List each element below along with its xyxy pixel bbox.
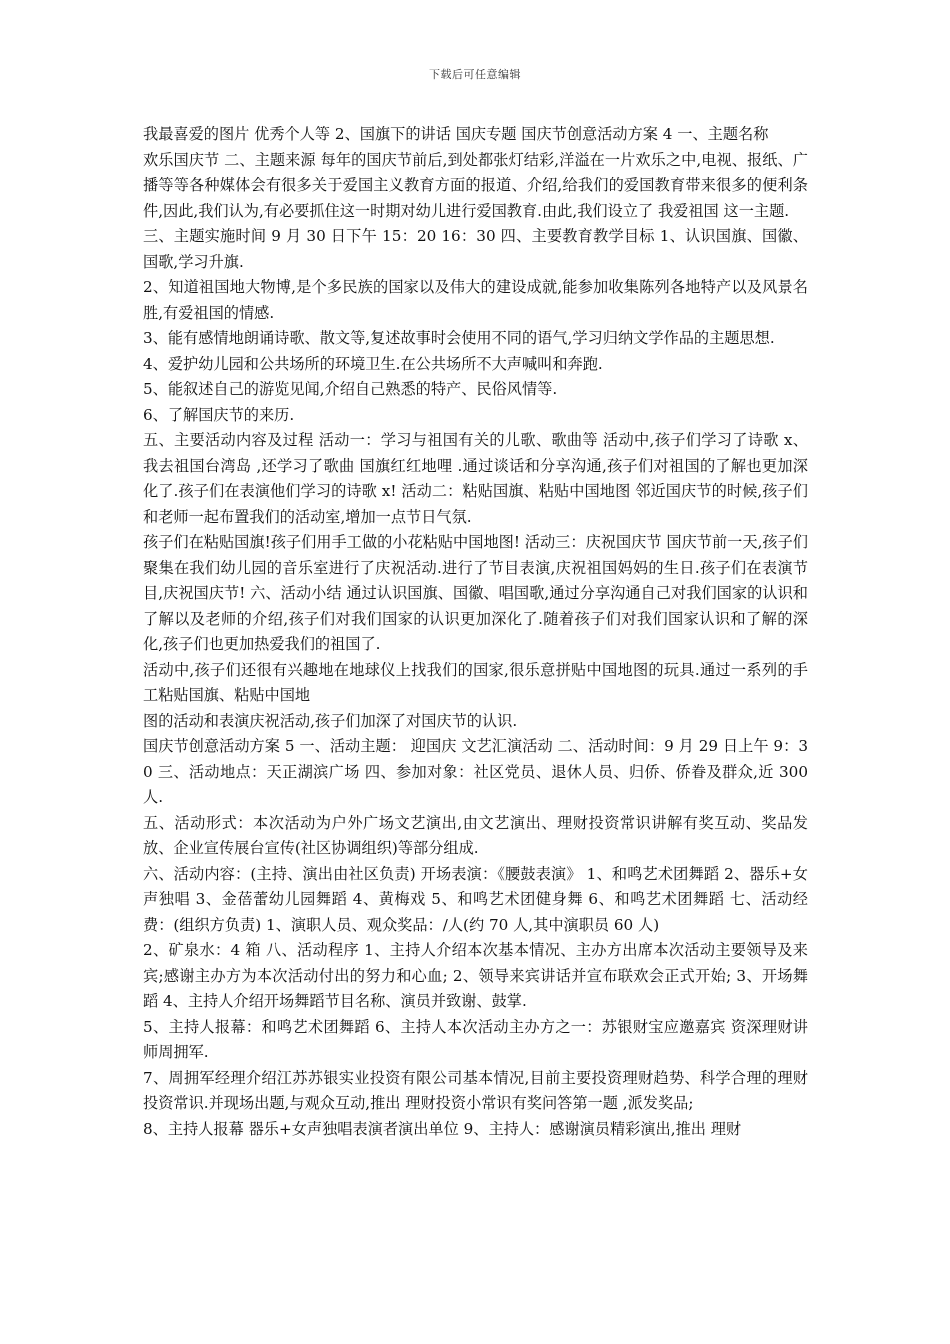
paragraph: 国庆节创意活动方案 5 一、活动主题： 迎国庆 文艺汇演活动 二、活动时间：9 月 29 日上午 9：30 三、活动地点：天正湖滨广场 四、参加对象：社区党员、退休人员、归侨、侨眷及群众,近 300 人. [143, 737, 808, 806]
paragraph: 2、知道祖国地大物博,是个多民族的国家以及伟大的建设成就,能参加收集陈列各地特产以及风景名胜,有爱祖国的情感. [143, 278, 808, 322]
paragraph: 6、了解国庆节的来历. [143, 405, 295, 424]
paragraph: 五、活动形式：本次活动为户外广场文艺演出,由文艺演出、理财投资常识讲解有奖互动、奖品发放、企业宣传展台宣传(社区协调组织)等部分组成. [143, 813, 808, 857]
page-header-note: 下载后可任意编辑 [429, 68, 521, 81]
paragraph: 孩子们在粘贴国旗!孩子们用手工做的小花粘贴中国地图! 活动三：庆祝国庆节 国庆节前一天,孩子们聚集在我们幼儿园的音乐室进行了庆祝活动.进行了节目表演,庆祝祖国妈妈的生日.孩子们在表演节目,庆祝国庆节! 六、活动小结 通过认识国旗、国徽、唱国歌,通过分享沟通自己对我们国家的认识和了解以及老师的介绍,孩子们对我们国家的认识更加深化了.随着孩子们对我们国家认识和了解的深化,孩子们也更加热爱我们的祖国了. [143, 533, 808, 653]
paragraph: 4、爱护幼儿园和公共场所的环境卫生.在公共场所不大声喊叫和奔跑. [143, 354, 603, 373]
paragraph: 我最喜爱的图片 优秀个人等 2、国旗下的讲话 国庆专题 国庆节创意活动方案 4 一、主题名称 [143, 125, 769, 143]
paragraph: 8、主持人报幕 器乐+女声独唱表演者演出单位 9、主持人：感谢演员精彩演出,推出 理财 [143, 1119, 742, 1138]
document-body [143, 122, 808, 1142]
paragraph: 3、能有感情地朗诵诗歌、散文等,复述故事时会使用不同的语气,学习归纳文学作品的主题思想. [143, 329, 775, 347]
paragraph: 活动中,孩子们还很有兴趣地在地球仪上找我们的国家,很乐意拼贴中国地图的玩具.通过一系列的手工粘贴国旗、粘贴中国地 [143, 660, 808, 704]
paragraph: 六、活动内容：(主持、演出由社区负责) 开场表演：《腰鼓表演》 1、和鸣艺术团舞蹈 2、器乐+女声独唱 3、金蓓蕾幼儿园舞蹈 4、黄梅戏 5、和鸣艺术团健身舞 6、和鸣艺术团舞蹈 七、活动经费：(组织方负责) 1、演职人员、观众奖品：/人(约 70 人,其中演职员 60 人) [143, 864, 808, 934]
paragraph: 2、矿泉水：4 箱 八、活动程序 1、主持人介绍本次基本情况、主办方出席本次活动主要领导及来宾;感谢主办方为本次活动付出的努力和心血; 2、领导来宾讲话并宣布联欢会正式开始; 3、开场舞蹈 4、主持人介绍开场舞蹈节目名称、演员并致谢、鼓掌. [143, 941, 808, 1010]
paragraph: 欢乐国庆节 二、主题来源 每年的国庆节前后,到处都张灯结彩,洋溢在一片欢乐之中,电视、报纸、广播等等各种媒体会有很多关于爱国主义教育方面的报道、介绍,给我们的爱国教育带来很多的便利条件,因此,我们认为,有必要抓住这一时期对幼儿进行爱国教育.由此,我们设立了 我爱祖国 这一主题. [143, 150, 808, 220]
paragraph: 三、主题实施时间 9 月 30 日下午 15：20 16：30 四、主要教育教学目标 1、认识国旗、国徽、国歌,学习升旗. [143, 227, 808, 271]
paragraph: 5、主持人报幕：和鸣艺术团舞蹈 6、主持人本次活动主办方之一：苏银财宝应邀嘉宾 资深理财讲师周拥军. [143, 1017, 808, 1061]
paragraph: 7、周拥军经理介绍江苏苏银实业投资有限公司基本情况,目前主要投资理财趋势、科学合理的理财投资常识.并现场出题,与观众互动,推出 理财投资小常识有奖问答第一题 ,派发奖品; [143, 1068, 808, 1112]
paragraph: 图的活动和表演庆祝活动,孩子们加深了对国庆节的认识. [143, 711, 518, 730]
paragraph: 5、能叙述自己的游览见闻,介绍自己熟悉的特产、民俗风情等. [143, 380, 558, 398]
paragraph: 五、主要活动内容及过程 活动一：学习与祖国有关的儿歌、歌曲等 活动中,孩子们学习了诗歌 x、 我去祖国台湾岛 ,还学习了歌曲 国旗红红地哩 .通过谈话和分享沟通,孩子们对祖国的了解也更加深化了.孩子们在表演他们学习的诗歌 x! 活动二：粘贴国旗、粘贴中国地图 邻近国庆节的时候,孩子们和老师一起布置我们的活动室,增加一点节日气氛. [143, 431, 808, 526]
